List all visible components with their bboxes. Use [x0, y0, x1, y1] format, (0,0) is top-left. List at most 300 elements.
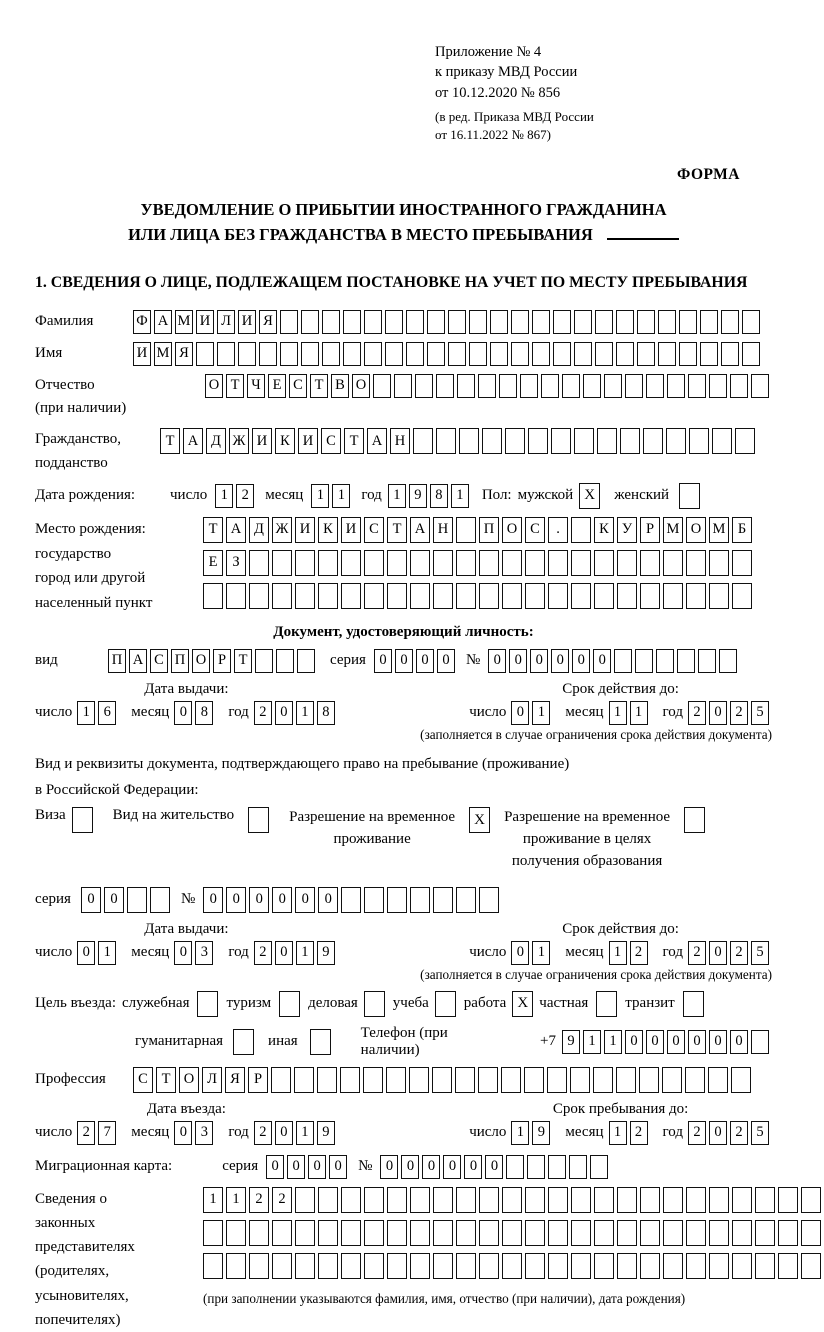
- char-cell[interactable]: [595, 310, 613, 334]
- char-cell[interactable]: [436, 374, 454, 398]
- char-cell[interactable]: 0: [511, 941, 529, 965]
- char-cell[interactable]: А: [367, 428, 387, 454]
- char-cell[interactable]: [259, 342, 277, 366]
- char-cell[interactable]: [318, 1253, 338, 1279]
- char-cell[interactable]: 2: [254, 941, 272, 965]
- char-cell[interactable]: 0: [395, 649, 413, 673]
- char-cell[interactable]: [456, 517, 476, 543]
- temp-permit-checkbox[interactable]: X: [469, 807, 490, 833]
- char-cell[interactable]: Т: [234, 649, 252, 673]
- char-cell[interactable]: [594, 583, 614, 609]
- char-cell[interactable]: [249, 583, 269, 609]
- char-cell[interactable]: 1: [296, 1121, 314, 1145]
- char-cell[interactable]: [448, 310, 466, 334]
- char-cell[interactable]: 0: [709, 1121, 727, 1145]
- char-cell[interactable]: Т: [226, 374, 244, 398]
- char-cell[interactable]: [249, 1220, 269, 1246]
- char-cell[interactable]: [755, 1220, 775, 1246]
- char-cell[interactable]: [689, 428, 709, 454]
- purpose-work-checkbox[interactable]: X: [512, 991, 533, 1017]
- char-cell[interactable]: [801, 1253, 821, 1279]
- char-cell[interactable]: [735, 428, 755, 454]
- char-cell[interactable]: Р: [213, 649, 231, 673]
- char-cell[interactable]: [341, 1220, 361, 1246]
- char-cell[interactable]: [524, 1067, 544, 1093]
- char-cell[interactable]: В: [331, 374, 349, 398]
- char-cell[interactable]: [469, 310, 487, 334]
- char-cell[interactable]: [677, 649, 695, 673]
- char-cell[interactable]: [280, 342, 298, 366]
- char-cell[interactable]: Т: [160, 428, 180, 454]
- char-cell[interactable]: 0: [266, 1155, 284, 1179]
- char-cell[interactable]: [433, 887, 453, 913]
- char-cell[interactable]: [571, 583, 591, 609]
- char-cell[interactable]: Р: [248, 1067, 268, 1093]
- char-cell[interactable]: [731, 1067, 751, 1093]
- char-cell[interactable]: [709, 583, 729, 609]
- char-cell[interactable]: [688, 374, 706, 398]
- char-cell[interactable]: 0: [511, 701, 529, 725]
- char-cell[interactable]: О: [205, 374, 223, 398]
- char-cell[interactable]: [272, 550, 292, 576]
- char-cell[interactable]: 1: [609, 941, 627, 965]
- char-cell[interactable]: [295, 1220, 315, 1246]
- char-cell[interactable]: 0: [730, 1030, 748, 1054]
- char-cell[interactable]: С: [133, 1067, 153, 1093]
- char-cell[interactable]: 0: [443, 1155, 461, 1179]
- char-cell[interactable]: [801, 1220, 821, 1246]
- char-cell[interactable]: [455, 1067, 475, 1093]
- char-cell[interactable]: [433, 550, 453, 576]
- char-cell[interactable]: [640, 1187, 660, 1213]
- char-cell[interactable]: И: [341, 517, 361, 543]
- char-cell[interactable]: 0: [308, 1155, 326, 1179]
- char-cell[interactable]: [571, 517, 591, 543]
- char-cell[interactable]: [406, 310, 424, 334]
- char-cell[interactable]: [456, 1187, 476, 1213]
- char-cell[interactable]: [490, 342, 508, 366]
- purpose-study-checkbox[interactable]: [435, 991, 456, 1017]
- char-cell[interactable]: [616, 1067, 636, 1093]
- char-cell[interactable]: [778, 1187, 798, 1213]
- char-cell[interactable]: [640, 1253, 660, 1279]
- char-cell[interactable]: [226, 1220, 246, 1246]
- char-cell[interactable]: [679, 342, 697, 366]
- char-cell[interactable]: [203, 583, 223, 609]
- char-cell[interactable]: 5: [751, 941, 769, 965]
- char-cell[interactable]: [364, 550, 384, 576]
- char-cell[interactable]: 0: [174, 941, 192, 965]
- char-cell[interactable]: [594, 1253, 614, 1279]
- char-cell[interactable]: [742, 310, 760, 334]
- char-cell[interactable]: [433, 1253, 453, 1279]
- char-cell[interactable]: [625, 374, 643, 398]
- char-cell[interactable]: [410, 583, 430, 609]
- char-cell[interactable]: 0: [625, 1030, 643, 1054]
- char-cell[interactable]: 2: [688, 1121, 706, 1145]
- char-cell[interactable]: [364, 887, 384, 913]
- char-cell[interactable]: [616, 310, 634, 334]
- char-cell[interactable]: [295, 550, 315, 576]
- char-cell[interactable]: 0: [422, 1155, 440, 1179]
- char-cell[interactable]: Я: [225, 1067, 245, 1093]
- char-cell[interactable]: [698, 649, 716, 673]
- char-cell[interactable]: [663, 1220, 683, 1246]
- char-cell[interactable]: 5: [751, 1121, 769, 1145]
- char-cell[interactable]: Н: [433, 517, 453, 543]
- char-cell[interactable]: [196, 342, 214, 366]
- char-cell[interactable]: 8: [195, 701, 213, 725]
- char-cell[interactable]: [663, 1187, 683, 1213]
- char-cell[interactable]: [318, 1220, 338, 1246]
- char-cell[interactable]: [562, 374, 580, 398]
- char-cell[interactable]: [226, 1253, 246, 1279]
- char-cell[interactable]: [364, 342, 382, 366]
- char-cell[interactable]: [203, 1253, 223, 1279]
- char-cell[interactable]: [732, 550, 752, 576]
- purpose-official-checkbox[interactable]: [197, 991, 218, 1017]
- char-cell[interactable]: [427, 310, 445, 334]
- char-cell[interactable]: [520, 374, 538, 398]
- char-cell[interactable]: 0: [174, 701, 192, 725]
- char-cell[interactable]: [594, 1187, 614, 1213]
- char-cell[interactable]: 1: [511, 1121, 529, 1145]
- char-cell[interactable]: 0: [275, 1121, 293, 1145]
- char-cell[interactable]: [525, 583, 545, 609]
- char-cell[interactable]: [709, 1253, 729, 1279]
- char-cell[interactable]: 0: [318, 887, 338, 913]
- char-cell[interactable]: [456, 550, 476, 576]
- char-cell[interactable]: [751, 374, 769, 398]
- char-cell[interactable]: [755, 1253, 775, 1279]
- char-cell[interactable]: М: [709, 517, 729, 543]
- temp-permit-edu-checkbox[interactable]: [684, 807, 705, 833]
- char-cell[interactable]: [410, 1220, 430, 1246]
- char-cell[interactable]: [436, 428, 456, 454]
- char-cell[interactable]: [433, 1220, 453, 1246]
- char-cell[interactable]: [340, 1067, 360, 1093]
- char-cell[interactable]: [511, 310, 529, 334]
- char-cell[interactable]: [410, 887, 430, 913]
- char-cell[interactable]: [709, 1187, 729, 1213]
- char-cell[interactable]: 2: [254, 1121, 272, 1145]
- char-cell[interactable]: [686, 1220, 706, 1246]
- char-cell[interactable]: А: [226, 517, 246, 543]
- char-cell[interactable]: 1: [296, 941, 314, 965]
- char-cell[interactable]: [721, 342, 739, 366]
- char-cell[interactable]: [548, 1187, 568, 1213]
- char-cell[interactable]: О: [192, 649, 210, 673]
- char-cell[interactable]: [548, 550, 568, 576]
- char-cell[interactable]: [249, 550, 269, 576]
- char-cell[interactable]: [478, 374, 496, 398]
- char-cell[interactable]: 9: [409, 484, 427, 508]
- char-cell[interactable]: 0: [437, 649, 455, 673]
- char-cell[interactable]: [502, 1220, 522, 1246]
- char-cell[interactable]: Т: [156, 1067, 176, 1093]
- char-cell[interactable]: [712, 428, 732, 454]
- char-cell[interactable]: [620, 428, 640, 454]
- char-cell[interactable]: Т: [387, 517, 407, 543]
- char-cell[interactable]: 0: [593, 649, 611, 673]
- char-cell[interactable]: [301, 342, 319, 366]
- char-cell[interactable]: 0: [667, 1030, 685, 1054]
- char-cell[interactable]: [574, 428, 594, 454]
- char-cell[interactable]: [410, 1187, 430, 1213]
- char-cell[interactable]: [511, 342, 529, 366]
- char-cell[interactable]: [532, 342, 550, 366]
- char-cell[interactable]: 0: [287, 1155, 305, 1179]
- char-cell[interactable]: [719, 649, 737, 673]
- char-cell[interactable]: К: [594, 517, 614, 543]
- char-cell[interactable]: [732, 1220, 752, 1246]
- char-cell[interactable]: [571, 550, 591, 576]
- char-cell[interactable]: [394, 374, 412, 398]
- char-cell[interactable]: [479, 887, 499, 913]
- char-cell[interactable]: А: [410, 517, 430, 543]
- char-cell[interactable]: [410, 1253, 430, 1279]
- char-cell[interactable]: [343, 310, 361, 334]
- char-cell[interactable]: [478, 1067, 498, 1093]
- char-cell[interactable]: [617, 1253, 637, 1279]
- char-cell[interactable]: З: [226, 550, 246, 576]
- char-cell[interactable]: 0: [646, 1030, 664, 1054]
- char-cell[interactable]: Е: [268, 374, 286, 398]
- char-cell[interactable]: [505, 428, 525, 454]
- char-cell[interactable]: 0: [329, 1155, 347, 1179]
- char-cell[interactable]: П: [171, 649, 189, 673]
- char-cell[interactable]: [547, 1067, 567, 1093]
- char-cell[interactable]: 2: [630, 941, 648, 965]
- char-cell[interactable]: П: [108, 649, 126, 673]
- char-cell[interactable]: Ж: [229, 428, 249, 454]
- char-cell[interactable]: 0: [709, 701, 727, 725]
- char-cell[interactable]: 2: [249, 1187, 269, 1213]
- char-cell[interactable]: [387, 583, 407, 609]
- char-cell[interactable]: У: [617, 517, 637, 543]
- purpose-business-checkbox[interactable]: [364, 991, 385, 1017]
- char-cell[interactable]: [571, 1187, 591, 1213]
- char-cell[interactable]: 1: [532, 701, 550, 725]
- char-cell[interactable]: 0: [81, 887, 101, 913]
- char-cell[interactable]: [685, 1067, 705, 1093]
- char-cell[interactable]: И: [295, 517, 315, 543]
- char-cell[interactable]: 6: [98, 701, 116, 725]
- char-cell[interactable]: С: [150, 649, 168, 673]
- char-cell[interactable]: [341, 1187, 361, 1213]
- char-cell[interactable]: [459, 428, 479, 454]
- char-cell[interactable]: 1: [77, 701, 95, 725]
- char-cell[interactable]: [433, 1187, 453, 1213]
- char-cell[interactable]: [525, 1253, 545, 1279]
- char-cell[interactable]: [479, 1253, 499, 1279]
- char-cell[interactable]: [387, 1220, 407, 1246]
- purpose-transit-checkbox[interactable]: [683, 991, 704, 1017]
- char-cell[interactable]: [709, 1220, 729, 1246]
- char-cell[interactable]: [301, 310, 319, 334]
- char-cell[interactable]: 2: [77, 1121, 95, 1145]
- char-cell[interactable]: [294, 1067, 314, 1093]
- char-cell[interactable]: [590, 1155, 608, 1179]
- char-cell[interactable]: [730, 374, 748, 398]
- char-cell[interactable]: 0: [249, 887, 269, 913]
- char-cell[interactable]: [732, 1187, 752, 1213]
- char-cell[interactable]: [574, 342, 592, 366]
- purpose-private-checkbox[interactable]: [596, 991, 617, 1017]
- char-cell[interactable]: 3: [195, 1121, 213, 1145]
- char-cell[interactable]: Я: [175, 342, 193, 366]
- char-cell[interactable]: 0: [709, 1030, 727, 1054]
- char-cell[interactable]: [457, 374, 475, 398]
- char-cell[interactable]: 2: [630, 1121, 648, 1145]
- char-cell[interactable]: [317, 1067, 337, 1093]
- char-cell[interactable]: Ч: [247, 374, 265, 398]
- char-cell[interactable]: Ф: [133, 310, 151, 334]
- char-cell[interactable]: Н: [390, 428, 410, 454]
- char-cell[interactable]: [594, 1220, 614, 1246]
- char-cell[interactable]: И: [196, 310, 214, 334]
- char-cell[interactable]: 0: [174, 1121, 192, 1145]
- char-cell[interactable]: [553, 310, 571, 334]
- char-cell[interactable]: [751, 1030, 769, 1054]
- char-cell[interactable]: [686, 1187, 706, 1213]
- char-cell[interactable]: [280, 310, 298, 334]
- char-cell[interactable]: [506, 1155, 524, 1179]
- char-cell[interactable]: [640, 1220, 660, 1246]
- char-cell[interactable]: [553, 342, 571, 366]
- char-cell[interactable]: М: [175, 310, 193, 334]
- char-cell[interactable]: 1: [296, 701, 314, 725]
- char-cell[interactable]: 9: [562, 1030, 580, 1054]
- char-cell[interactable]: [456, 887, 476, 913]
- char-cell[interactable]: [373, 374, 391, 398]
- char-cell[interactable]: [322, 310, 340, 334]
- char-cell[interactable]: Л: [202, 1067, 222, 1093]
- char-cell[interactable]: 2: [254, 701, 272, 725]
- char-cell[interactable]: 0: [551, 649, 569, 673]
- char-cell[interactable]: [637, 310, 655, 334]
- char-cell[interactable]: [528, 428, 548, 454]
- char-cell[interactable]: [548, 583, 568, 609]
- purpose-humanitarian-checkbox[interactable]: [233, 1029, 254, 1055]
- char-cell[interactable]: Е: [203, 550, 223, 576]
- char-cell[interactable]: Р: [640, 517, 660, 543]
- char-cell[interactable]: [700, 310, 718, 334]
- char-cell[interactable]: О: [352, 374, 370, 398]
- char-cell[interactable]: 1: [203, 1187, 223, 1213]
- char-cell[interactable]: [385, 342, 403, 366]
- char-cell[interactable]: 1: [609, 1121, 627, 1145]
- char-cell[interactable]: 2: [688, 701, 706, 725]
- char-cell[interactable]: 0: [709, 941, 727, 965]
- char-cell[interactable]: 2: [272, 1187, 292, 1213]
- char-cell[interactable]: [667, 374, 685, 398]
- char-cell[interactable]: [272, 1220, 292, 1246]
- purpose-tourism-checkbox[interactable]: [279, 991, 300, 1017]
- char-cell[interactable]: 1: [98, 941, 116, 965]
- char-cell[interactable]: [646, 374, 664, 398]
- char-cell[interactable]: [548, 1253, 568, 1279]
- char-cell[interactable]: [238, 342, 256, 366]
- char-cell[interactable]: [226, 583, 246, 609]
- char-cell[interactable]: О: [686, 517, 706, 543]
- char-cell[interactable]: 8: [317, 701, 335, 725]
- char-cell[interactable]: 0: [77, 941, 95, 965]
- char-cell[interactable]: [525, 1220, 545, 1246]
- char-cell[interactable]: Б: [732, 517, 752, 543]
- char-cell[interactable]: [364, 1220, 384, 1246]
- char-cell[interactable]: Т: [310, 374, 328, 398]
- char-cell[interactable]: [387, 887, 407, 913]
- char-cell[interactable]: [150, 887, 170, 913]
- char-cell[interactable]: [708, 1067, 728, 1093]
- char-cell[interactable]: 9: [317, 1121, 335, 1145]
- char-cell[interactable]: 5: [751, 701, 769, 725]
- char-cell[interactable]: [432, 1067, 452, 1093]
- char-cell[interactable]: [640, 550, 660, 576]
- char-cell[interactable]: 0: [203, 887, 223, 913]
- char-cell[interactable]: [456, 1220, 476, 1246]
- char-cell[interactable]: [387, 1253, 407, 1279]
- char-cell[interactable]: [502, 583, 522, 609]
- sex-female-checkbox[interactable]: [679, 483, 700, 509]
- char-cell[interactable]: [322, 342, 340, 366]
- char-cell[interactable]: [406, 342, 424, 366]
- char-cell[interactable]: [341, 583, 361, 609]
- char-cell[interactable]: [614, 649, 632, 673]
- char-cell[interactable]: [700, 342, 718, 366]
- char-cell[interactable]: 1: [332, 484, 350, 508]
- title-blank-underline[interactable]: [607, 224, 679, 240]
- char-cell[interactable]: 7: [98, 1121, 116, 1145]
- char-cell[interactable]: [456, 1253, 476, 1279]
- char-cell[interactable]: [387, 550, 407, 576]
- char-cell[interactable]: [364, 1253, 384, 1279]
- char-cell[interactable]: 0: [226, 887, 246, 913]
- char-cell[interactable]: [721, 310, 739, 334]
- char-cell[interactable]: [502, 550, 522, 576]
- char-cell[interactable]: 1: [388, 484, 406, 508]
- char-cell[interactable]: 0: [275, 941, 293, 965]
- char-cell[interactable]: К: [275, 428, 295, 454]
- char-cell[interactable]: [778, 1253, 798, 1279]
- char-cell[interactable]: 1: [583, 1030, 601, 1054]
- char-cell[interactable]: [541, 374, 559, 398]
- char-cell[interactable]: М: [663, 517, 683, 543]
- char-cell[interactable]: [272, 1253, 292, 1279]
- char-cell[interactable]: [663, 1253, 683, 1279]
- char-cell[interactable]: К: [318, 517, 338, 543]
- char-cell[interactable]: [778, 1220, 798, 1246]
- char-cell[interactable]: [433, 583, 453, 609]
- char-cell[interactable]: [569, 1155, 587, 1179]
- char-cell[interactable]: [597, 428, 617, 454]
- char-cell[interactable]: И: [238, 310, 256, 334]
- char-cell[interactable]: [663, 550, 683, 576]
- char-cell[interactable]: М: [154, 342, 172, 366]
- char-cell[interactable]: [415, 374, 433, 398]
- char-cell[interactable]: И: [298, 428, 318, 454]
- char-cell[interactable]: 1: [451, 484, 469, 508]
- char-cell[interactable]: [527, 1155, 545, 1179]
- char-cell[interactable]: Д: [249, 517, 269, 543]
- char-cell[interactable]: [341, 550, 361, 576]
- char-cell[interactable]: [679, 310, 697, 334]
- char-cell[interactable]: 8: [430, 484, 448, 508]
- char-cell[interactable]: [295, 583, 315, 609]
- char-cell[interactable]: [525, 1187, 545, 1213]
- char-cell[interactable]: [502, 1187, 522, 1213]
